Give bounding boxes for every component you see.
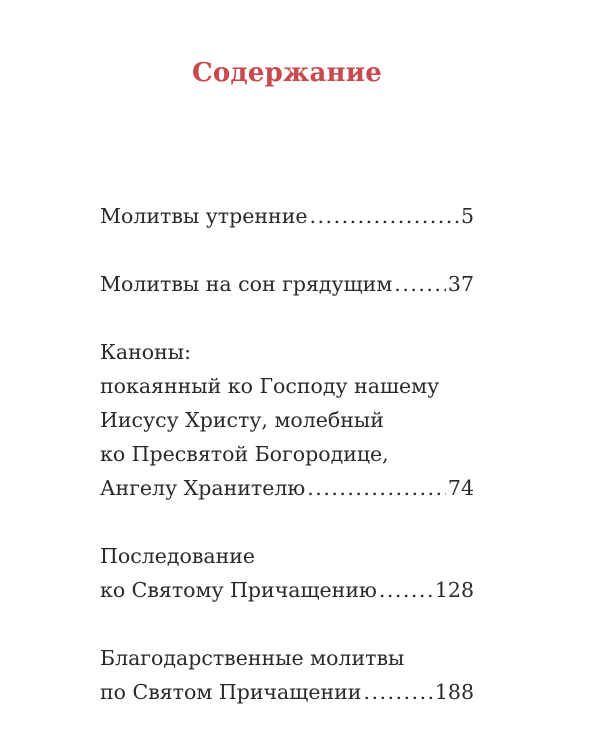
toc-entry-line	[100, 199, 474, 233]
toc-entry-line	[100, 573, 474, 607]
toc-page-number: 128	[434, 578, 474, 602]
toc-entry-title: Молитвы утренние	[100, 204, 308, 228]
dot-leader	[363, 675, 432, 709]
toc-page-number: 74	[447, 476, 474, 500]
page-title: Содержание	[191, 58, 383, 88]
toc-entry-canons[interactable]	[100, 335, 474, 505]
toc-entry-line: ко Пресвятой Богородице,	[100, 442, 389, 466]
toc-page-number: 37	[447, 272, 474, 296]
toc-entry-line: Каноны:	[100, 340, 191, 364]
toc-entry-title: Ангелу Хранителю	[100, 476, 306, 500]
toc-entry-morning-prayers[interactable]	[100, 199, 474, 233]
toc-entry-line: Последование	[100, 544, 256, 568]
table-of-contents	[100, 199, 474, 709]
toc-entry-title: ко Святому Причащению	[100, 578, 377, 602]
toc-entry-line	[100, 471, 474, 505]
dot-leader	[307, 471, 446, 505]
toc-entry-line	[100, 675, 474, 709]
dot-leader	[379, 573, 433, 607]
toc-entry-evening-prayers[interactable]	[100, 267, 474, 301]
toc-entry-line	[100, 267, 474, 301]
dot-leader	[394, 267, 446, 301]
toc-page-number: 5	[460, 204, 474, 228]
toc-entry-thanksgiving-prayers[interactable]	[100, 641, 474, 709]
toc-entry-line: Иисусу Христу, молебный	[100, 408, 384, 432]
toc-entry-line: Благодарственные молитвы	[100, 646, 405, 670]
toc-entry-title: по Святом Причащении	[100, 680, 362, 704]
dot-leader	[310, 199, 459, 233]
toc-entry-title: Молитвы на сон грядущим	[100, 272, 393, 296]
toc-entry-line: покаянный ко Господу нашему	[100, 374, 440, 398]
toc-entry-communion-rule[interactable]	[100, 539, 474, 607]
toc-page-number: 188	[434, 680, 474, 704]
